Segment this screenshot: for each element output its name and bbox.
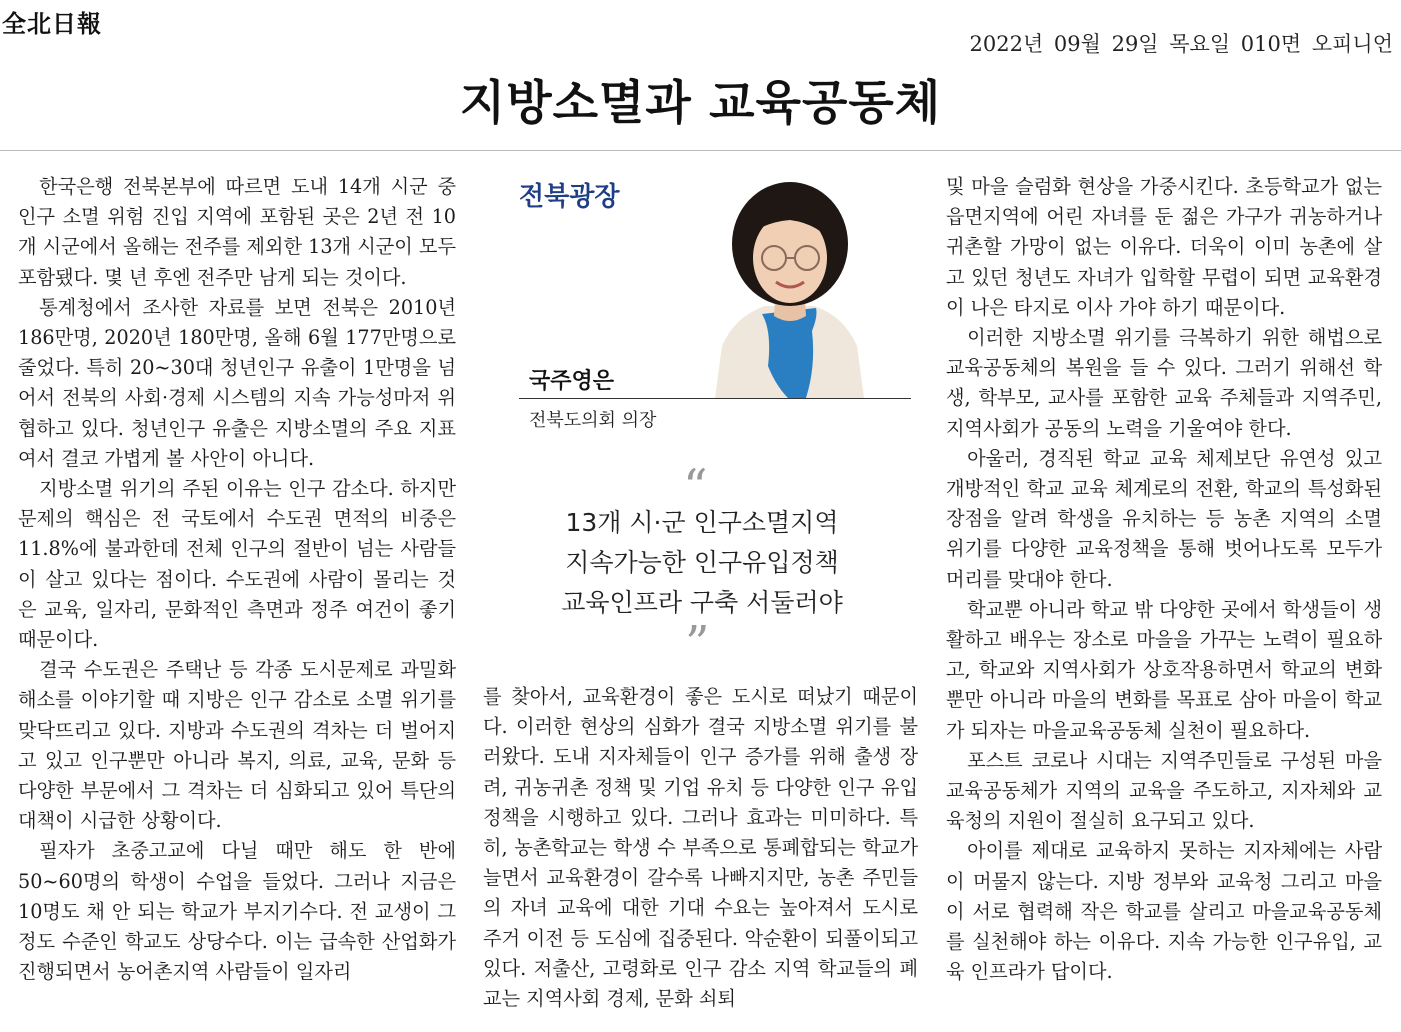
paragraph: 필자가 초중고교에 다닐 때만 해도 한 반에 50~60명의 학생이 수업을 들었다. 그러나 지금은 10명도 채 안 되는 학교가 부지기수다. 전 교생이 그 정도 수준인 학교도 상당수다. 이는 급속한 산업화가 진행되면서 농어촌지역 사람들이 일자리 xyxy=(18,839,456,984)
article-headline: 지방소멸과 교육공동체 xyxy=(459,76,942,131)
article-column-1 xyxy=(18,172,456,987)
pull-quote-line: 13개 시·군 인구소멸지역 xyxy=(565,508,839,537)
article-column-3 xyxy=(946,172,1382,987)
author-portrait xyxy=(710,166,869,398)
author-divider xyxy=(519,398,911,399)
paragraph: 학교뿐 아니라 학교 밖 다양한 곳에서 학생들이 생활하고 배우는 장소로 마을을 가꾸는 노력이 필요하고, 학교와 지역사회가 상호작용하면서 학교의 변화뿐만 아니라 마을의 변화를 목표로 삼아 마을이 학교가 되자는 마을교육공동체 실천이 필요하다. xyxy=(946,597,1382,742)
pull-quote-line: 지속가능한 인구유입정책 xyxy=(565,548,839,577)
newspaper-logo: 全北日報 xyxy=(2,10,102,38)
author-title: 전북도의회 의장 xyxy=(529,410,657,431)
pull-quote xyxy=(486,503,918,623)
paragraph: 및 마을 슬럼화 현상을 가중시킨다. 초등학교가 없는 읍면지역에 어린 자녀를 둔 젊은 가구가 귀농하거나 귀촌할 가망이 없는 이유다. 더욱이 이미 농촌에 살고 있던 청년도 자녀가 입학할 무렵이 되면 교육환경이 나은 타지로 이사 가야 하기 때문이다. xyxy=(946,175,1382,319)
article-column-2 xyxy=(483,682,918,1014)
paragraph: 아이를 제대로 교육하지 못하는 지자체에는 사람이 머물지 않는다. 지방 정부와 교육청 그리고 마을이 서로 협력해 작은 학교를 살리고 마을교육공동체를 실천해야 하는 이유다. 지속 가능한 인구유입, 교육 인프라가 답이다. xyxy=(946,839,1382,984)
section-label: 전북광장 xyxy=(519,182,620,212)
paragraph: 통계청에서 조사한 자료를 보면 전북은 2010년 186만명, 2020년 180만명, 올해 6월 177만명으로 줄었다. 특히 20~30대 청년인구 유출이 1만명을 넘어서 전북의 사회·경제 시스템의 지속 가능성마저 위협하고 있다. 청년인구 유출은 지방소멸의 주요 지표여서 결코 가볍게 볼 사안이 아니다. xyxy=(18,295,456,470)
paragraph: 지방소멸 위기의 주된 이유는 인구 감소다. 하지만 문제의 핵심은 전 국토에서 수도권 면적의 비중은 11.8%에 불과한데 전체 인구의 절반이 넘는 사람들이 살고 있다는 점이다. 수도권에 사람이 몰리는 것은 교육, 일자리, 문화적인 측면과 정주 여건이 좋기 때문이다. xyxy=(18,477,456,652)
dateline: 2022년 09월 29일 목요일 010면 오피니언 xyxy=(969,32,1393,56)
paragraph: 한국은행 전북본부에 따르면 도내 14개 시군 중 인구 소멸 위험 진입 지역에 포함된 곳은 2년 전 10개 시군에서 올해는 전주를 제외한 13개 시군이 모두 포함됐다. 몇 년 후엔 전주만 남게 되는 것이다. xyxy=(18,175,456,289)
portrait-illustration xyxy=(710,166,869,398)
paragraph: 아울러, 경직된 학교 교육 체제보단 유연성 있고 개방적인 학교 교육 체계로의 전환, 학교의 특성화된 장점을 알려 학생을 유치하는 등 농촌 지역의 소멸 위기를 다양한 교육정책을 통해 벗어나도록 모두가 머리를 맞대야 한다. xyxy=(946,446,1382,591)
headline-divider xyxy=(0,150,1401,151)
close-quote-icon: ” xyxy=(685,616,710,672)
paragraph: 를 찾아서, 교육환경이 좋은 도시로 떠났기 때문이다. 이러한 현상의 심화가 결국 지방소멸 위기를 불러왔다. 도내 지자체들이 인구 증가를 위해 출생 장려, 귀농귀촌 정책 및 기업 유치 등 다양한 인구 유입 정책을 시행하고 있다. 그러나 효과는 미미하다. 특히, 농촌학교는 학생 수 부족으로 통폐합되는 학교가 늘면서 교육환경이 갈수록 나빠지지만, 농촌 주민들의 자녀 교육에 대한 기대 수요는 높아져서 도시로 주거 이전 등 도심에 집중된다. 악순환이 되풀이되고 있다. 저출산, 고령화로 인구 감소 지역 학교들의 폐교는 지역사회 경제, 문화 쇠퇴 xyxy=(483,685,918,1011)
paragraph: 이러한 지방소멸 위기를 극복하기 위한 해법으로 교육공동체의 복원을 들 수 있다. 그러기 위해선 학생, 학부모, 교사를 포함한 교육 주체들과 지역주민, 지역사회가 공동의 노력을 기울여야 한다. xyxy=(946,326,1382,440)
author-name: 국주영은 xyxy=(529,369,615,394)
open-quote-icon: “ xyxy=(683,459,708,515)
pull-quote-line: 교육인프라 구축 서둘러야 xyxy=(561,588,843,617)
paragraph: 포스트 코로나 시대는 지역주민들로 구성된 마을교육공동체가 지역의 교육을 주도하고, 지자체와 교육청의 지원이 절실히 요구되고 있다. xyxy=(946,748,1382,833)
paragraph: 결국 수도권은 주택난 등 각종 도시문제로 과밀화 해소를 이야기할 때 지방은 인구 감소로 소멸 위기를 맞닥뜨리고 있다. 지방과 수도권의 격차는 더 벌어지고 있고 인구뿐만 아니라 복지, 의료, 교육, 문화 등 다양한 부문에서 그 격차는 더 심화되고 있어 특단의 대책이 시급한 상황이다. xyxy=(18,658,456,833)
